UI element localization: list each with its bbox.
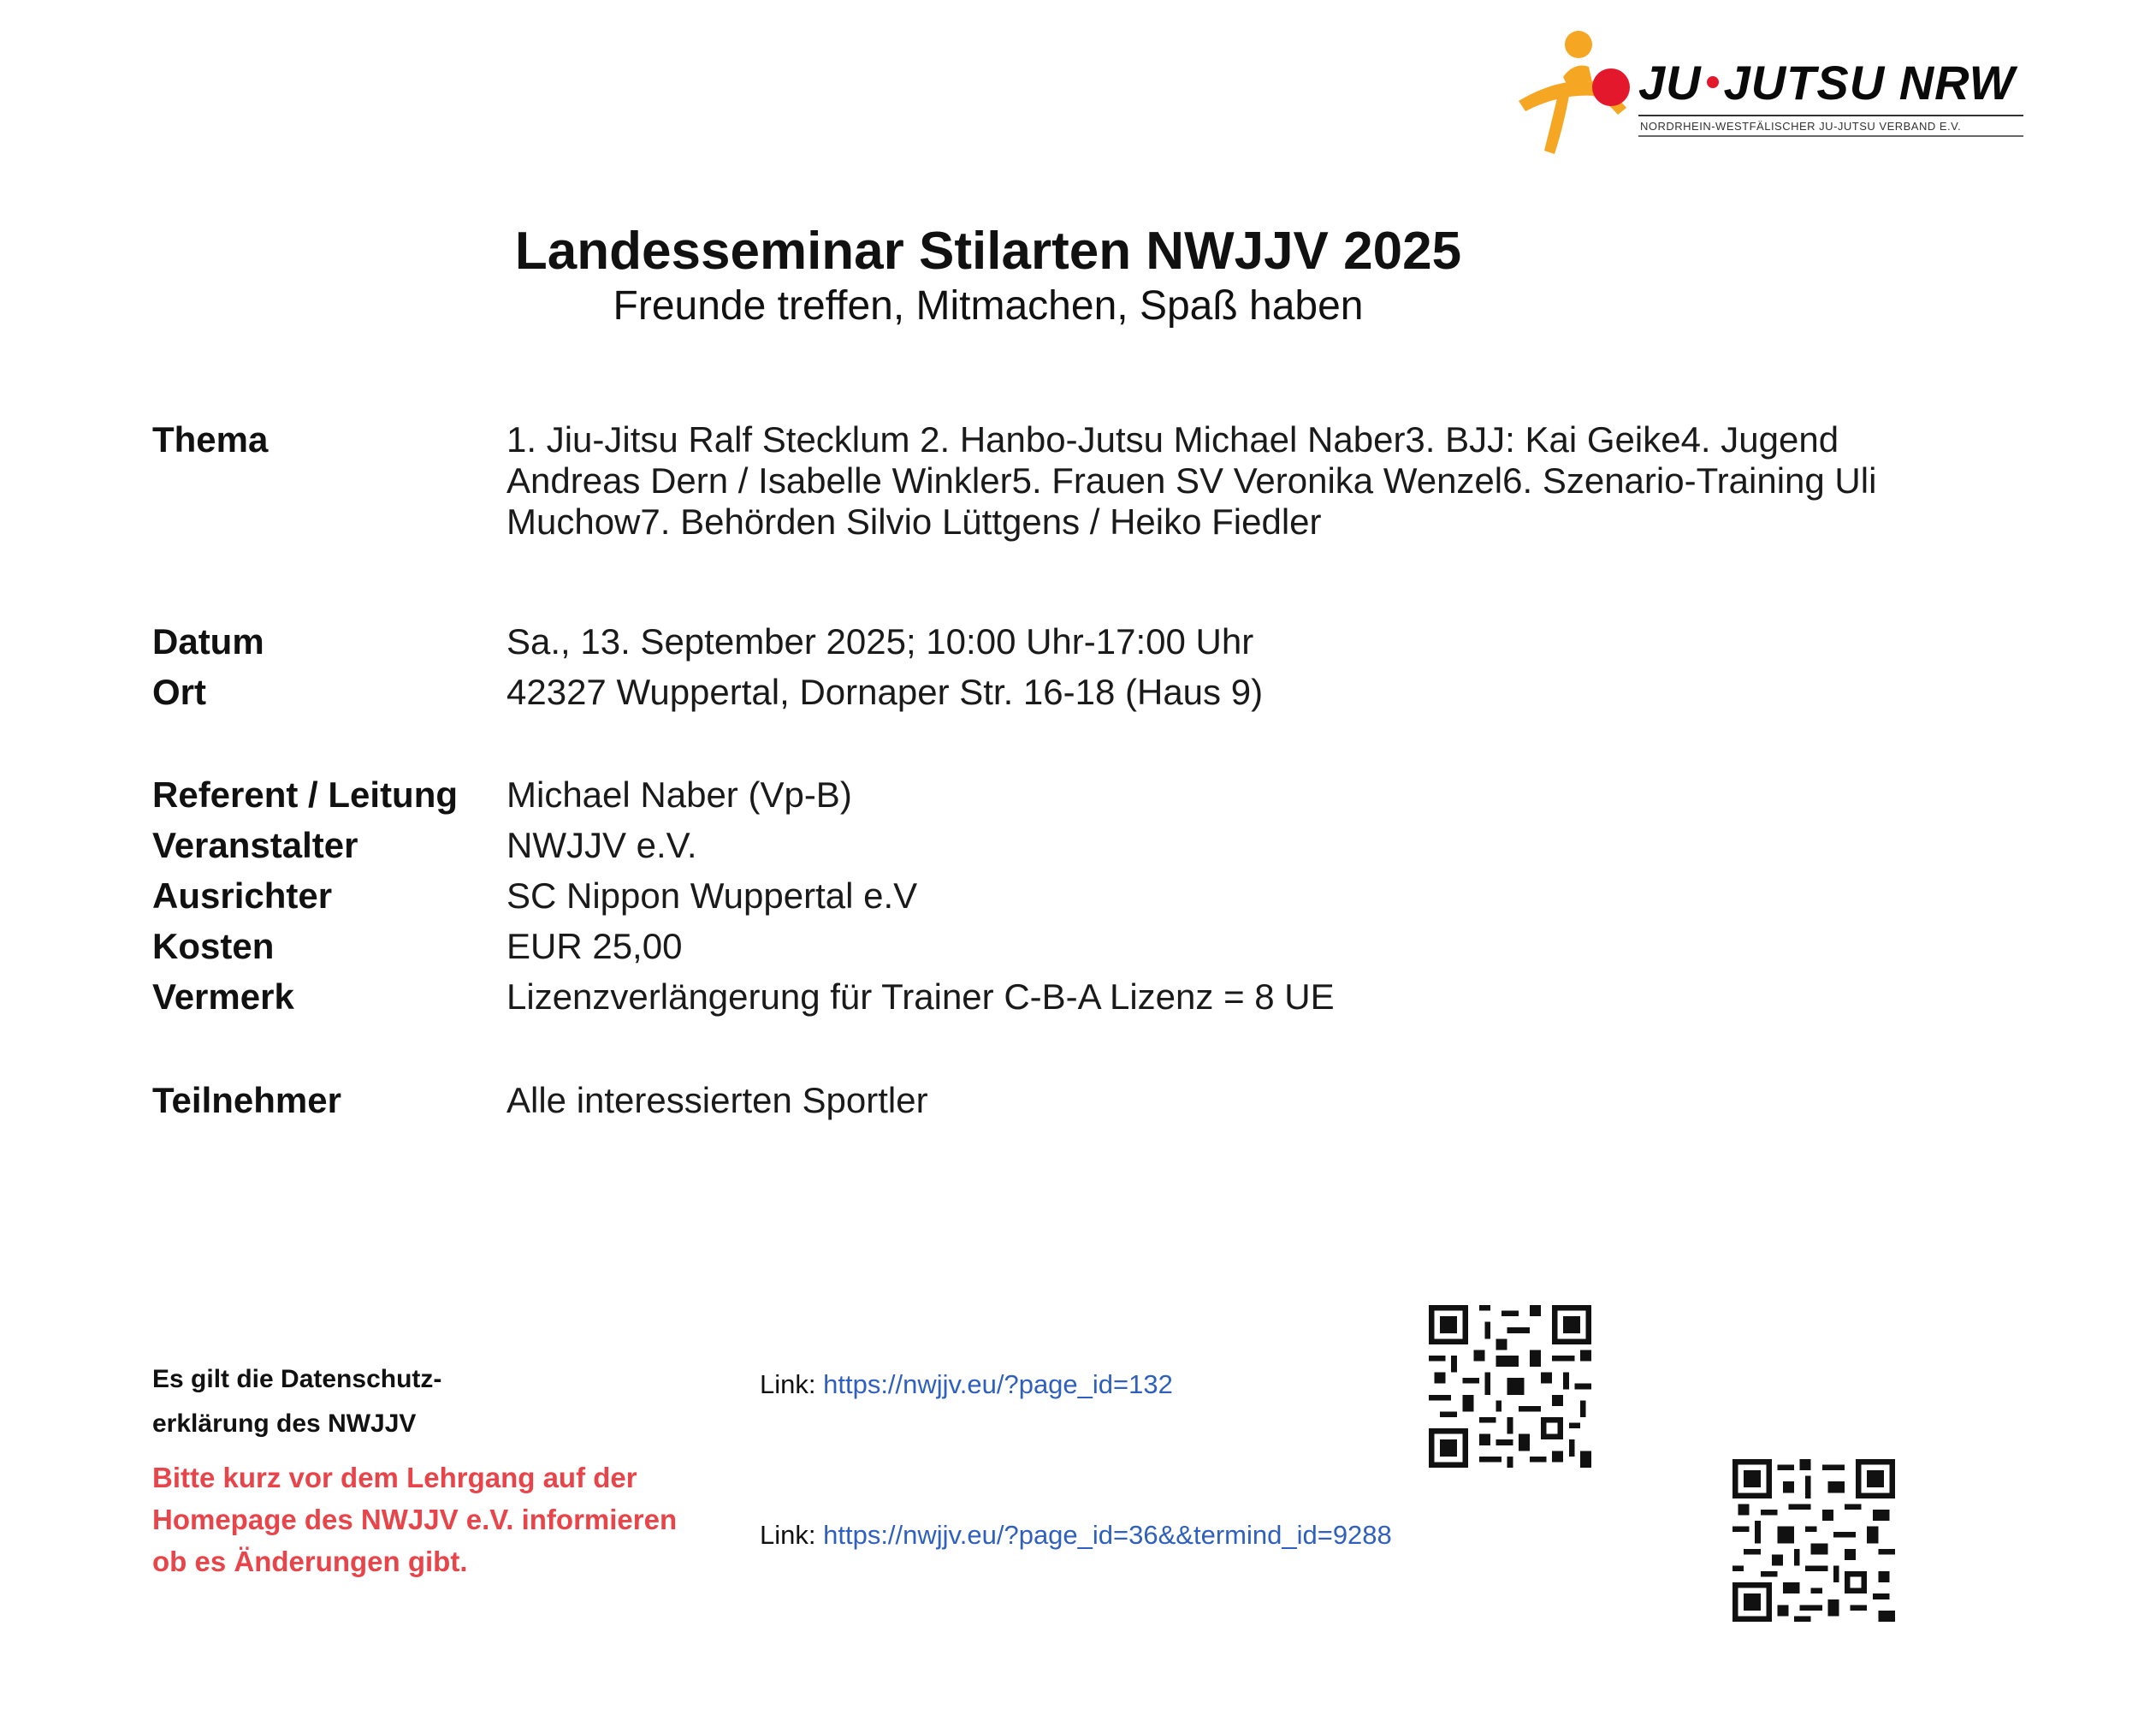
- kosten-value: EUR 25,00: [506, 926, 683, 966]
- logo-brand-part-2: JUTSU NRW: [1723, 56, 2016, 110]
- link-row-1: [760, 1369, 1173, 1400]
- privacy-line-2: erklärung des NWJJV: [152, 1409, 417, 1438]
- logo-brand-text: [1638, 55, 2015, 110]
- logo-divider-top: [1638, 115, 2023, 116]
- datum-label: Datum: [152, 621, 264, 662]
- ausrichter-value: SC Nippon Wuppertal e.V: [506, 875, 918, 916]
- logo-figure-icon: [1510, 26, 1638, 163]
- qr-code-2-graphic: [1732, 1459, 1895, 1622]
- privacy-note: [152, 1357, 537, 1446]
- brand-logo: [1510, 26, 2023, 163]
- teilnehmer-value: Alle interessierten Sportler: [506, 1080, 928, 1120]
- link-url-page-132[interactable]: https://nwjjv.eu/?page_id=132: [823, 1369, 1173, 1399]
- teilnehmer-label: Teilnehmer: [152, 1080, 341, 1120]
- ort-label: Ort: [152, 672, 206, 712]
- qr-code-icon: [1732, 1459, 1895, 1622]
- ausrichter-label: Ausrichter: [152, 875, 333, 916]
- notice-line-3: ob es Änderungen gibt.: [152, 1546, 468, 1577]
- notice-line-2: Homepage des NWJJV e.V. informieren: [152, 1504, 678, 1535]
- kosten-label: Kosten: [152, 926, 275, 966]
- logo-divider-bottom: [1638, 135, 2023, 137]
- logo-brand-part-1: JU: [1638, 56, 1702, 110]
- change-notice: [152, 1457, 734, 1582]
- link-url-termin-9288[interactable]: https://nwjjv.eu/?page_id=36&&termind_id=9288: [823, 1520, 1392, 1550]
- datum-value: Sa., 13. September 2025; 10:00 Uhr-17:00 Uhr: [506, 621, 1254, 662]
- page-title: Landesseminar Stilarten NWJJV 2025: [514, 222, 1462, 281]
- thema-value: 1. Jiu-Jitsu Ralf Stecklum 2. Hanbo-Jutsu Michael Naber3. BJJ: Kai Geike4. Jugend Andreas Dern / Isabelle Winkler5. Frauen SV Veronika Wenzel6. Szenario-Training Uli Muchow7. Behörden Silvio Lüttgens / Heiko Fiedler: [506, 419, 1877, 542]
- logo-subtitle: NORDRHEIN-WESTFÄLISCHER JU-JUTSU VERBAND E.V.: [1640, 120, 1962, 133]
- link-label: Link:: [760, 1520, 816, 1550]
- qr-code-icon: [1429, 1305, 1591, 1468]
- referent-label: Referent / Leitung: [152, 774, 459, 815]
- referent-value: Michael Naber (Vp-B): [506, 774, 852, 815]
- veranstalter-label: Veranstalter: [152, 825, 358, 865]
- link-label: Link:: [760, 1369, 816, 1399]
- vermerk-label: Vermerk: [152, 976, 294, 1017]
- logo-dot-icon: [1707, 76, 1719, 88]
- page-subtitle: Freunde treffen, Mitmachen, Spaß haben: [613, 283, 1364, 329]
- thema-label: Thema: [152, 419, 269, 460]
- link-row-2: [760, 1520, 1392, 1551]
- privacy-line-1: Es gilt die Datenschutz-: [152, 1365, 442, 1393]
- ort-value: 42327 Wuppertal, Dornaper Str. 16-18 (Haus 9): [506, 672, 1264, 712]
- veranstalter-value: NWJJV e.V.: [506, 825, 697, 865]
- qr-code-1-graphic: [1429, 1305, 1591, 1468]
- vermerk-value: Lizenzverlängerung für Trainer C-B-A Lizenz = 8 UE: [506, 976, 1335, 1017]
- notice-line-1: Bitte kurz vor dem Lehrgang auf der: [152, 1462, 637, 1493]
